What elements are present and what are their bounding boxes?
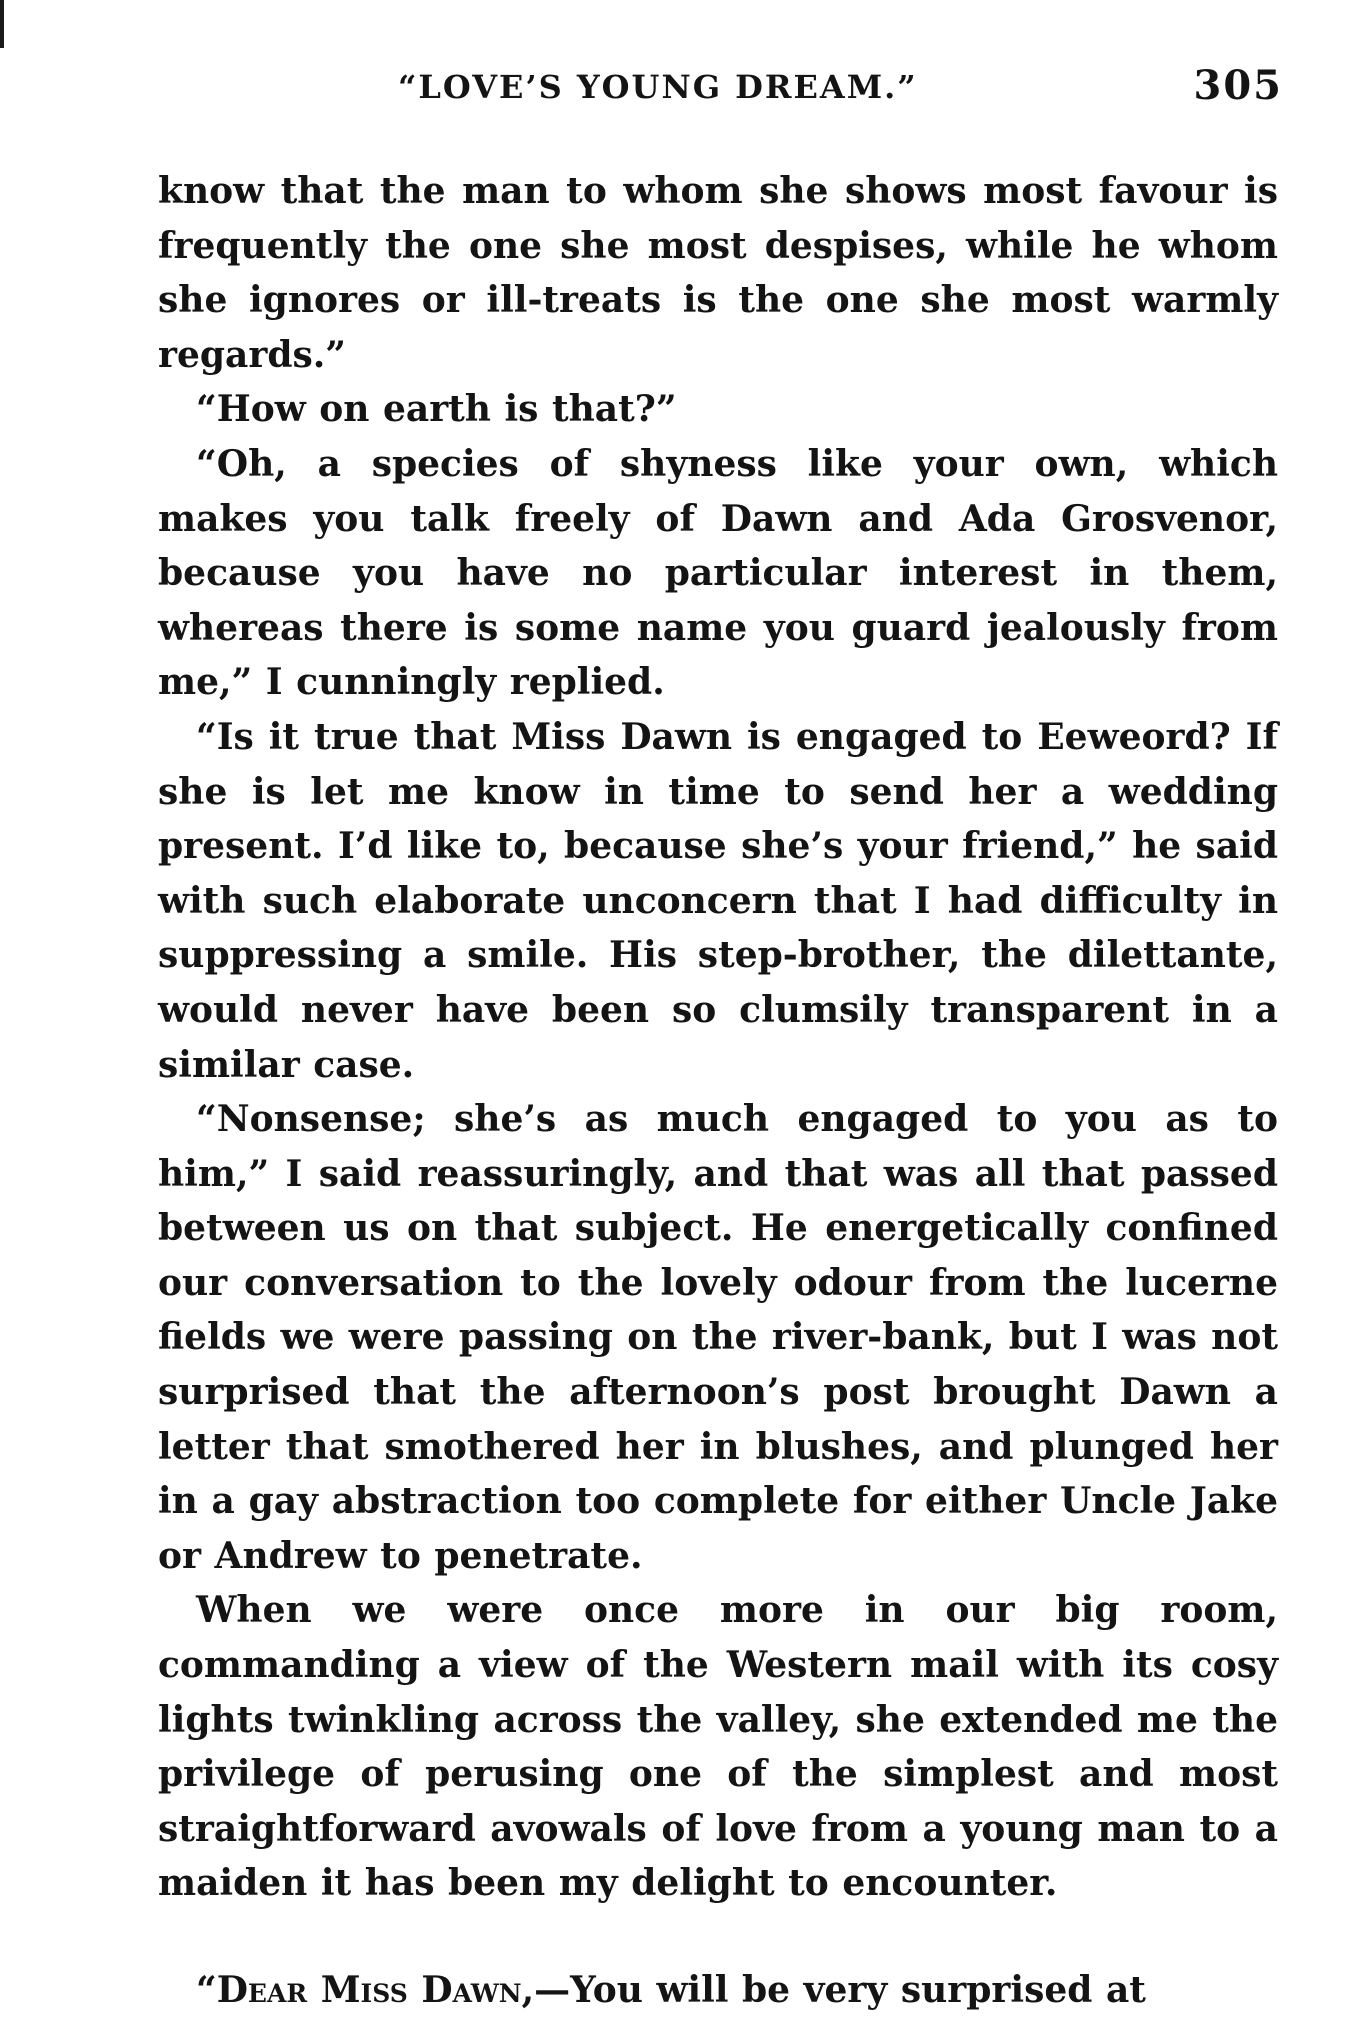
- letter-opening: [158, 1963, 1278, 2018]
- paragraph-shyness: “Oh, a species of shyness like your own, which makes you talk freely of Dawn and Ada Grosvenor, because you have no particular interest in them, whereas there is some name you guard jealously from me,” I cunningly replied.: [158, 442, 1278, 704]
- page-body: [158, 164, 1278, 2018]
- running-title: “LOVE’S YOUNG DREAM.”: [398, 68, 918, 106]
- page-number: 305: [1193, 62, 1283, 109]
- page-edge-mark: [0, 0, 4, 48]
- page-header: [158, 62, 1283, 122]
- paragraph-continuation: know that the man to whom she shows most favour is frequently the one she most despises, while he whom she ignores or ill-treats is the one she most warmly regards.”: [158, 170, 1278, 376]
- paragraph-engaged-question: “Is it true that Miss Dawn is engaged to Eeweord? If she is let me know in time to send her a wedding present. I’d like to, because she’s your friend,” he said with such elaborate unconcern that I had difficulty in suppressing a smile. His step-brother, the dilettante, would never have been so clumsily transparent in a similar case.: [158, 715, 1278, 1086]
- paragraph-big-room: When we were once more in our big room, commanding a view of the Western mail with its cosy lights twinkling across the valley, she extended me the privilege of perusing one of the simplest and most straightforward avowals of love from a young man to a maiden it has been my delight to encounter.: [158, 1589, 1278, 1905]
- letter-salutation: “Dear Miss Dawn,: [196, 1969, 535, 2011]
- paragraph-question: “How on earth is that?”: [196, 388, 677, 431]
- section-gap: [158, 1911, 1278, 1963]
- paragraph-nonsense: “Nonsense; she’s as much engaged to you as to him,” I said reassuringly, and that was all that passed between us on that subject. He energetically confined our conversation to the lovely odour from the lucerne fields we were passing on the river-bank, but I was not surprised that the afternoon’s post brought Dawn a letter that smothered her in blushes, and plunged her in a gay abstraction too complete for either Uncle Jake or Andrew to penetrate.: [158, 1098, 1278, 1577]
- letter-opening-text: —You will be very surprised at: [534, 1969, 1146, 2011]
